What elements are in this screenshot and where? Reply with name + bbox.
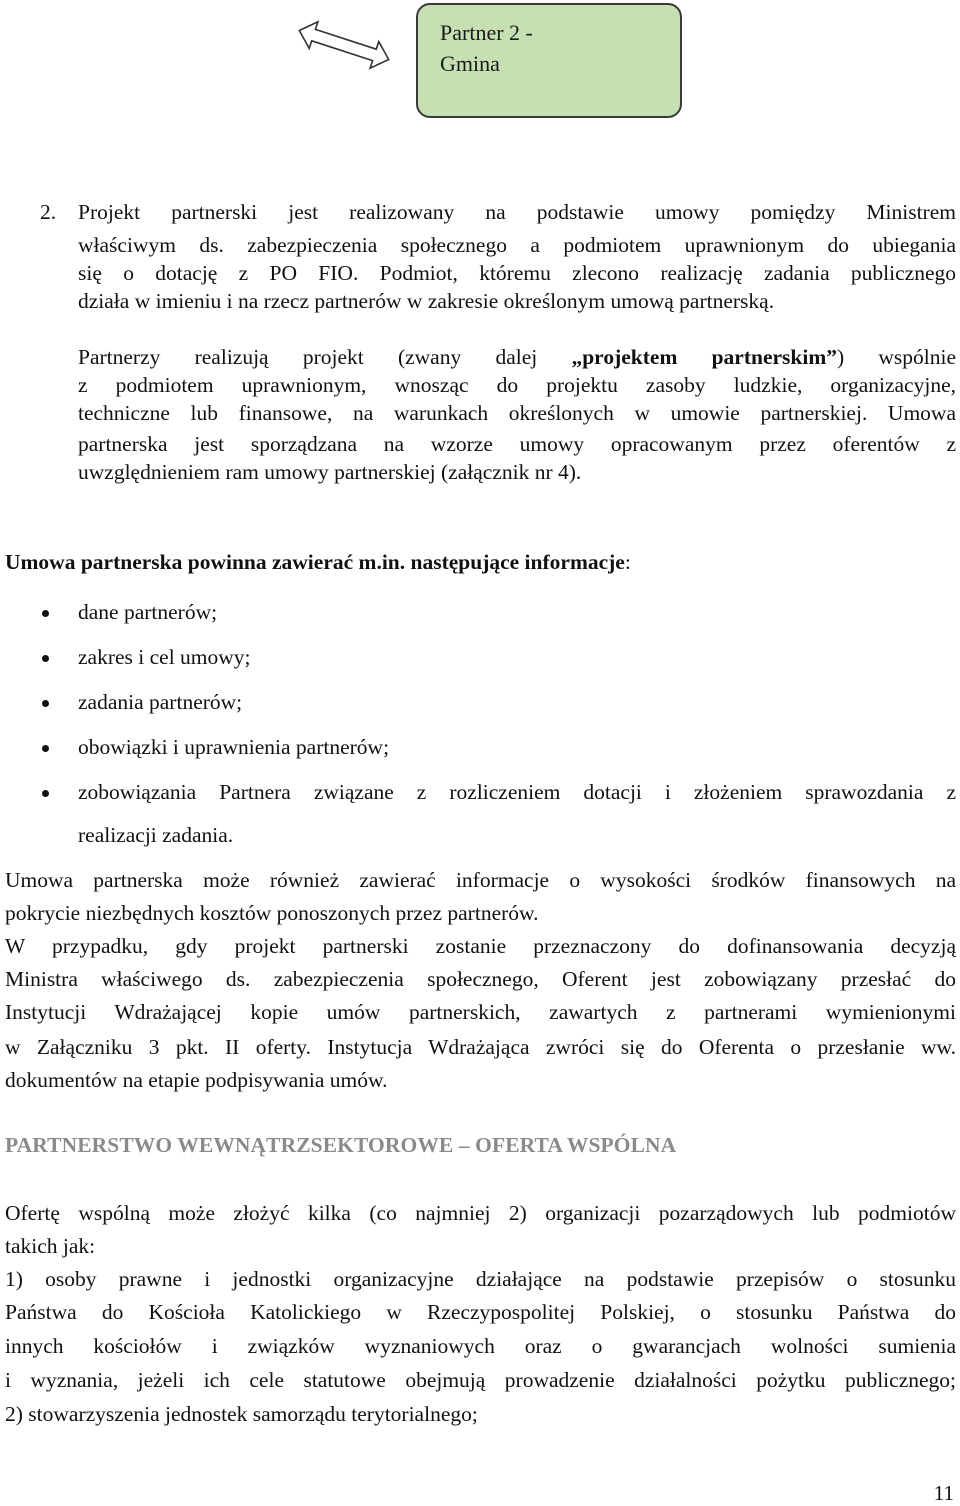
paragraph-case-line-2: Ministra właściwego ds. zabezpieczenia społecznego, Oferent jest zobowiązany przesłać do bbox=[5, 967, 956, 991]
paragraph-case-line-1: W przypadku, gdy projekt partnerski zostanie przeznaczony do dofinansowania decyzją bbox=[5, 934, 956, 958]
offer-line-5: innych kościołów i związków wyznaniowych oraz o gwarancjach wolności sumienia bbox=[5, 1334, 956, 1358]
paragraph-case-line-4: w Załączniku 3 pkt. II oferty. Instytucja Wdrażająca zwróci się do Oferenta o przesłanie ww. bbox=[5, 1035, 956, 1059]
paragraph-case-line-3: Instytucji Wdrażającej kopie umów partnerskich, zawartych z partnerami wymienionymi bbox=[5, 1000, 956, 1024]
partnerzy-line-4: partnerska jest sporządzana na wzorze umowy opracowanym przez oferentów z bbox=[78, 432, 956, 456]
item-2-line-2: właściwym ds. zabezpieczenia społecznego a podmiotem uprawnionym do ubiegania bbox=[78, 233, 956, 257]
bullet-dot-icon bbox=[42, 790, 49, 797]
partner-box-line-2: Gmina bbox=[440, 51, 500, 76]
offer-line-7: 2) stowarzyszenia jednostek samorządu terytorialnego; bbox=[5, 1402, 478, 1426]
bullet-dot-icon bbox=[42, 610, 49, 617]
paragraph-case-line-5: dokumentów na etapie podpisywania umów. bbox=[5, 1068, 388, 1092]
offer-line-6: i wyznania, jeżeli ich cele statutowe obejmują prowadzenie działalności pożytku publicznego; bbox=[5, 1368, 956, 1392]
partnerzy-line-3: techniczne lub finansowe, na warunkach określonych w umowie partnerskiej. Umowa bbox=[78, 401, 956, 425]
partner-box-line-1: Partner 2 - bbox=[440, 20, 533, 45]
bullet-dot-icon bbox=[42, 700, 49, 707]
bullet-item-1: dane partnerów; bbox=[78, 600, 218, 624]
item-2-line-4: działa w imieniu i na rzecz partnerów w zakresie określonym umową partnerską. bbox=[78, 289, 775, 313]
offer-line-1: Ofertę wspólną może złożyć kilka (co najmniej 2) organizacji pozarządowych lub podmiotów bbox=[5, 1201, 956, 1225]
bullet-item-3: zadania partnerów; bbox=[78, 690, 243, 714]
umowa-heading bbox=[5, 546, 631, 579]
offer-line-3: 1) osoby prawne i jednostki organizacyjne działające na podstawie przepisów o stosunku bbox=[5, 1267, 956, 1291]
bullet-dot-icon bbox=[42, 745, 49, 752]
projekt-partnerski-term: „projektem partnerskim” bbox=[571, 345, 837, 369]
offer-line-4: Państwa do Kościoła Katolickiego w Rzeczypospolitej Polskiej, o stosunku Państwa do bbox=[5, 1300, 956, 1324]
item-2-number: 2. bbox=[40, 200, 57, 224]
partnerzy-line-2: z podmiotem uprawnionym, wnosząc do projektu zasoby ludzkie, organizacyjne, bbox=[78, 373, 956, 397]
umowa-heading-colon: : bbox=[624, 550, 631, 574]
item-2-line-1: Projekt partnerski jest realizowany na podstawie umowy pomiędzy Ministrem bbox=[78, 200, 956, 224]
paragraph-may-line-1: Umowa partnerska może również zawierać informacje o wysokości środków finansowych na bbox=[5, 868, 956, 892]
item-2-line-3: się o dotację z PO FIO. Podmiot, któremu zlecono realizację zadania publicznego bbox=[78, 261, 956, 285]
umowa-heading-bold: Umowa partnerska powinna zawierać m.in. następujące informacje bbox=[5, 550, 625, 574]
paragraph-may-line-2: pokrycie niezbędnych kosztów ponoszonych przez partnerów. bbox=[5, 901, 539, 925]
bullet-item-4: obowiązki i uprawnienia partnerów; bbox=[78, 735, 390, 759]
bullet-item-5-continuation: realizacji zadania. bbox=[78, 823, 234, 847]
page-number: 11 bbox=[933, 1481, 954, 1505]
bullet-item-5: zobowiązania Partnera związane z rozliczeniem dotacji i złożeniem sprawozdania z bbox=[78, 780, 956, 804]
partnerzy-line-1-before: Partnerzy realizują projekt (zwany dalej bbox=[78, 345, 538, 369]
partnerzy-line-5: uwzględnieniem ram umowy partnerskiej (załącznik nr 4). bbox=[78, 460, 582, 484]
partner-2-gmina-box bbox=[416, 3, 682, 118]
partnerzy-line-1-after: ) wspólnie bbox=[837, 345, 957, 369]
bullet-dot-icon bbox=[42, 655, 49, 662]
section-heading: PARTNERSTWO WEWNĄTRZSEKTOROWE – OFERTA WSPÓLNA bbox=[5, 1133, 677, 1157]
offer-line-2: takich jak: bbox=[5, 1234, 96, 1258]
double-headed-arrow-icon bbox=[294, 20, 394, 70]
bullet-item-2: zakres i cel umowy; bbox=[78, 645, 251, 669]
